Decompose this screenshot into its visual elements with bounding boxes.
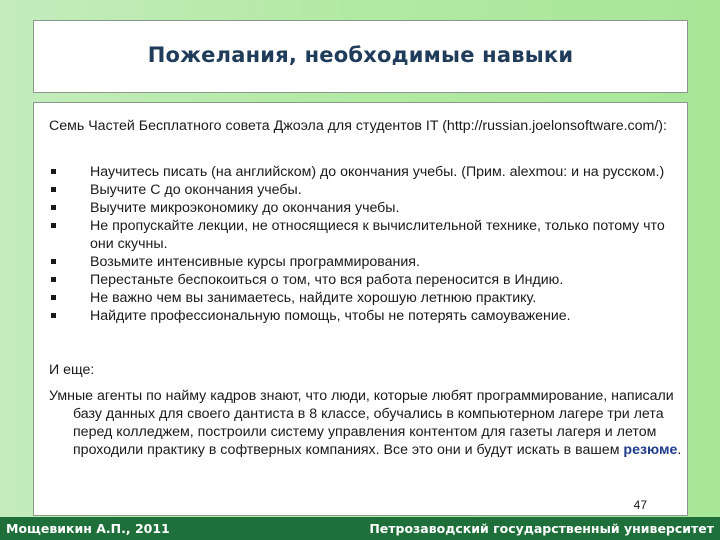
bullet-square-icon	[51, 313, 56, 318]
list-item-text: Научитесь писать (на английском) до окончания учебы. (Прим. alexmou: и на русском.)	[90, 164, 665, 180]
list-item	[49, 181, 669, 199]
advice-list	[49, 163, 669, 325]
list-item-text: Выучите C до окончания учебы.	[90, 182, 302, 198]
bullet-square-icon	[51, 295, 56, 300]
list-item	[49, 163, 669, 181]
list-item-text: Найдите профессиональную помощь, чтобы не потерять самоуважение.	[90, 308, 571, 324]
list-item-text: Перестаньте беспокоиться о том, что вся работа переносится в Индию.	[90, 272, 564, 288]
title-box	[33, 20, 688, 93]
list-item-text: Не пропускайте лекции, не относящиеся к вычислительной технике, только потому что они скучны.	[90, 218, 665, 252]
also-label: И еще:	[49, 362, 95, 378]
list-item-text: Не важно чем вы занимаетесь, найдите хорошую летнюю практику.	[90, 290, 537, 306]
list-item	[49, 289, 669, 307]
list-item-text: Возьмите интенсивные курсы программирования.	[90, 254, 420, 270]
list-item-text: Выучите микроэкономику до окончания учебы.	[90, 200, 400, 216]
footer-university: Петрозаводский государственный университет	[369, 521, 714, 536]
bullet-square-icon	[51, 205, 56, 210]
bullet-square-icon	[51, 259, 56, 264]
page-number: 47	[633, 498, 647, 512]
slide-title: Пожелания, необходимые навыки	[147, 43, 574, 67]
list-item	[49, 199, 669, 217]
list-item	[49, 253, 669, 271]
recruiters-paragraph	[49, 387, 693, 459]
list-item	[49, 307, 669, 325]
bullet-square-icon	[51, 223, 56, 228]
bullet-square-icon	[51, 187, 56, 192]
list-item	[49, 271, 669, 289]
footer-author: Мощевикин А.П., 2011	[6, 521, 170, 536]
intro-text: Семь Частей Бесплатного совета Джоэла для студентов IT (http://russian.joelonsoftware.com/):	[49, 118, 667, 134]
content-box	[33, 102, 688, 516]
paragraph-text: Умные агенты по найму кадров знают, что люди, которые любят программирование, написали базу данных для своего дантиста в 8 классе, обучались в компьютерном лагере три лета перед колледжем, построили систему управления контентом для газеты лагеря и летом проходили практику в софтверных компаниях. Все это они и будут искать в вашем	[49, 388, 674, 458]
footer-bar	[0, 517, 720, 540]
resume-keyword: резюме	[623, 442, 678, 458]
paragraph-end: .	[677, 442, 682, 458]
bullet-square-icon	[51, 277, 56, 282]
bullet-square-icon	[51, 169, 56, 174]
list-item	[49, 217, 669, 253]
